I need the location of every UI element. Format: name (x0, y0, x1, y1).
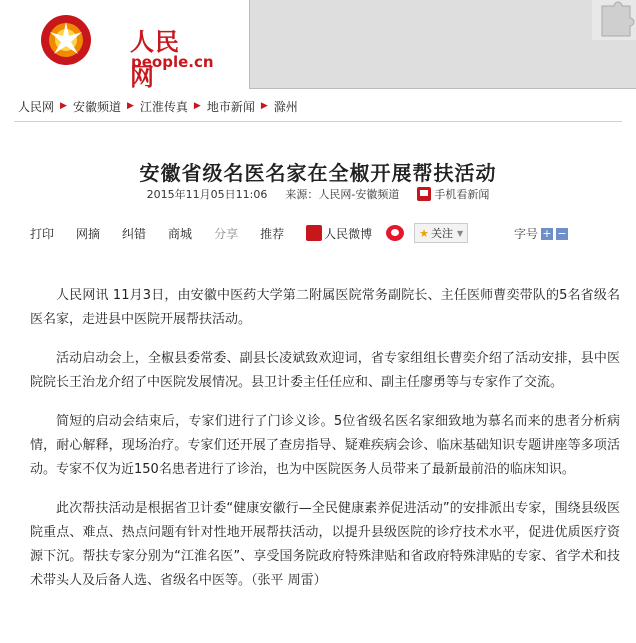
article-source[interactable]: 来源：人民网-安徽频道 (285, 188, 400, 201)
article-title: 安徽省级名医名家在全椒开展帮扶活动 (139, 161, 497, 186)
recommend-button[interactable]: 推荐 (260, 226, 285, 241)
people-logo-emblem-icon (38, 12, 94, 68)
site-header (0, 0, 636, 90)
breadcrumb-separator-icon: ▶ (126, 101, 134, 111)
publish-date: 2015年11月05日11:06 (146, 188, 268, 201)
logo-name: 人民网 (130, 27, 180, 91)
divider (14, 121, 622, 122)
follow-button[interactable] (414, 223, 468, 243)
breadcrumb-separator-icon: ▶ (193, 101, 201, 111)
people-weibo-button[interactable] (306, 225, 372, 242)
mobile-news-icon[interactable] (417, 187, 431, 201)
star-icon: ★ (419, 226, 429, 240)
font-size-control (514, 225, 568, 242)
ad-corner-puzzle-icon (592, 0, 636, 40)
people-weibo-icon (306, 225, 322, 241)
article-meta (0, 186, 636, 202)
breadcrumb-item-anhui[interactable]: 安徽频道 (72, 99, 121, 114)
sina-weibo-icon[interactable] (386, 225, 404, 241)
breadcrumb (18, 96, 298, 116)
correct-button[interactable]: 纠错 (122, 226, 147, 241)
favorite-button[interactable]: 网摘 (76, 226, 101, 241)
article-body (30, 284, 620, 608)
font-decrease-button[interactable]: − (557, 226, 567, 240)
breadcrumb-item-city-news[interactable]: 地市新闻 (206, 99, 255, 114)
font-increase-button[interactable]: + (542, 226, 552, 240)
banner-ad[interactable] (249, 0, 636, 89)
breadcrumb-item-chuzhou[interactable]: 滁州 (273, 99, 298, 114)
breadcrumb-separator-icon: ▶ (260, 101, 268, 111)
breadcrumb-item-jianghuai[interactable]: 江淮传真 (139, 99, 188, 114)
article-paragraph: 人民网讯 11月3日，由安徽中医药大学第二附属医院常务副院长、主任医师曹奕带队的5名省级名医名家，走进县中医院开展帮扶活动。 (30, 288, 620, 327)
share-label: 分享 (214, 226, 239, 241)
font-size-label: 字号 (514, 227, 539, 241)
logo-domain: people.cn (131, 53, 214, 71)
mall-button[interactable]: 商城 (168, 226, 193, 241)
chevron-down-icon: ▼ (456, 228, 464, 238)
breadcrumb-item-home[interactable]: 人民网 (18, 99, 55, 114)
breadcrumb-separator-icon: ▶ (60, 101, 67, 111)
people-weibo-label: 人民微博 (324, 226, 373, 241)
article-paragraph: 活动启动会上，全椒县委常委、副县长凌斌致欢迎词，省专家组组长曹奕介绍了活动安排，县中医院院长王治龙介绍了中医院发展情况。县卫计委主任任应和、副主任廖勇等与专家作了交流。 (30, 351, 620, 390)
article-paragraph: 此次帮扶活动是根据省卫计委“健康安徽行—全民健康素养促进活动”的安排派出专家，围绕县级医院重点、难点、热点问题有针对性地开展帮扶活动，以提升县级医院的诊疗技术水平，促进优质医疗资源下沉。帮扶专家分别为“江淮名医”、享受国务院政府特殊津贴和省政府特殊津贴的专家、省学术和技术带头人及后备人选、省级名中医等。（张平 周雷） (30, 501, 620, 588)
print-button[interactable]: 打印 (30, 226, 55, 241)
follow-label: 关注 (430, 227, 453, 240)
article-paragraph: 简短的启动会结束后，专家们进行了门诊义诊。5位省级名医名家细致地为慕名而来的患者分析病情，耐心解释，现场治疗。专家们还开展了查房指导、疑难疾病会诊、临床基础知识专题讲座等多项活动。专家不仅为近150名患者进行了诊治，也为中医院医务人员带来了最新最前沿的临床知识。 (30, 414, 620, 477)
mobile-news-link[interactable]: 手机看新闻 (434, 188, 490, 201)
people-logo[interactable] (38, 8, 214, 91)
